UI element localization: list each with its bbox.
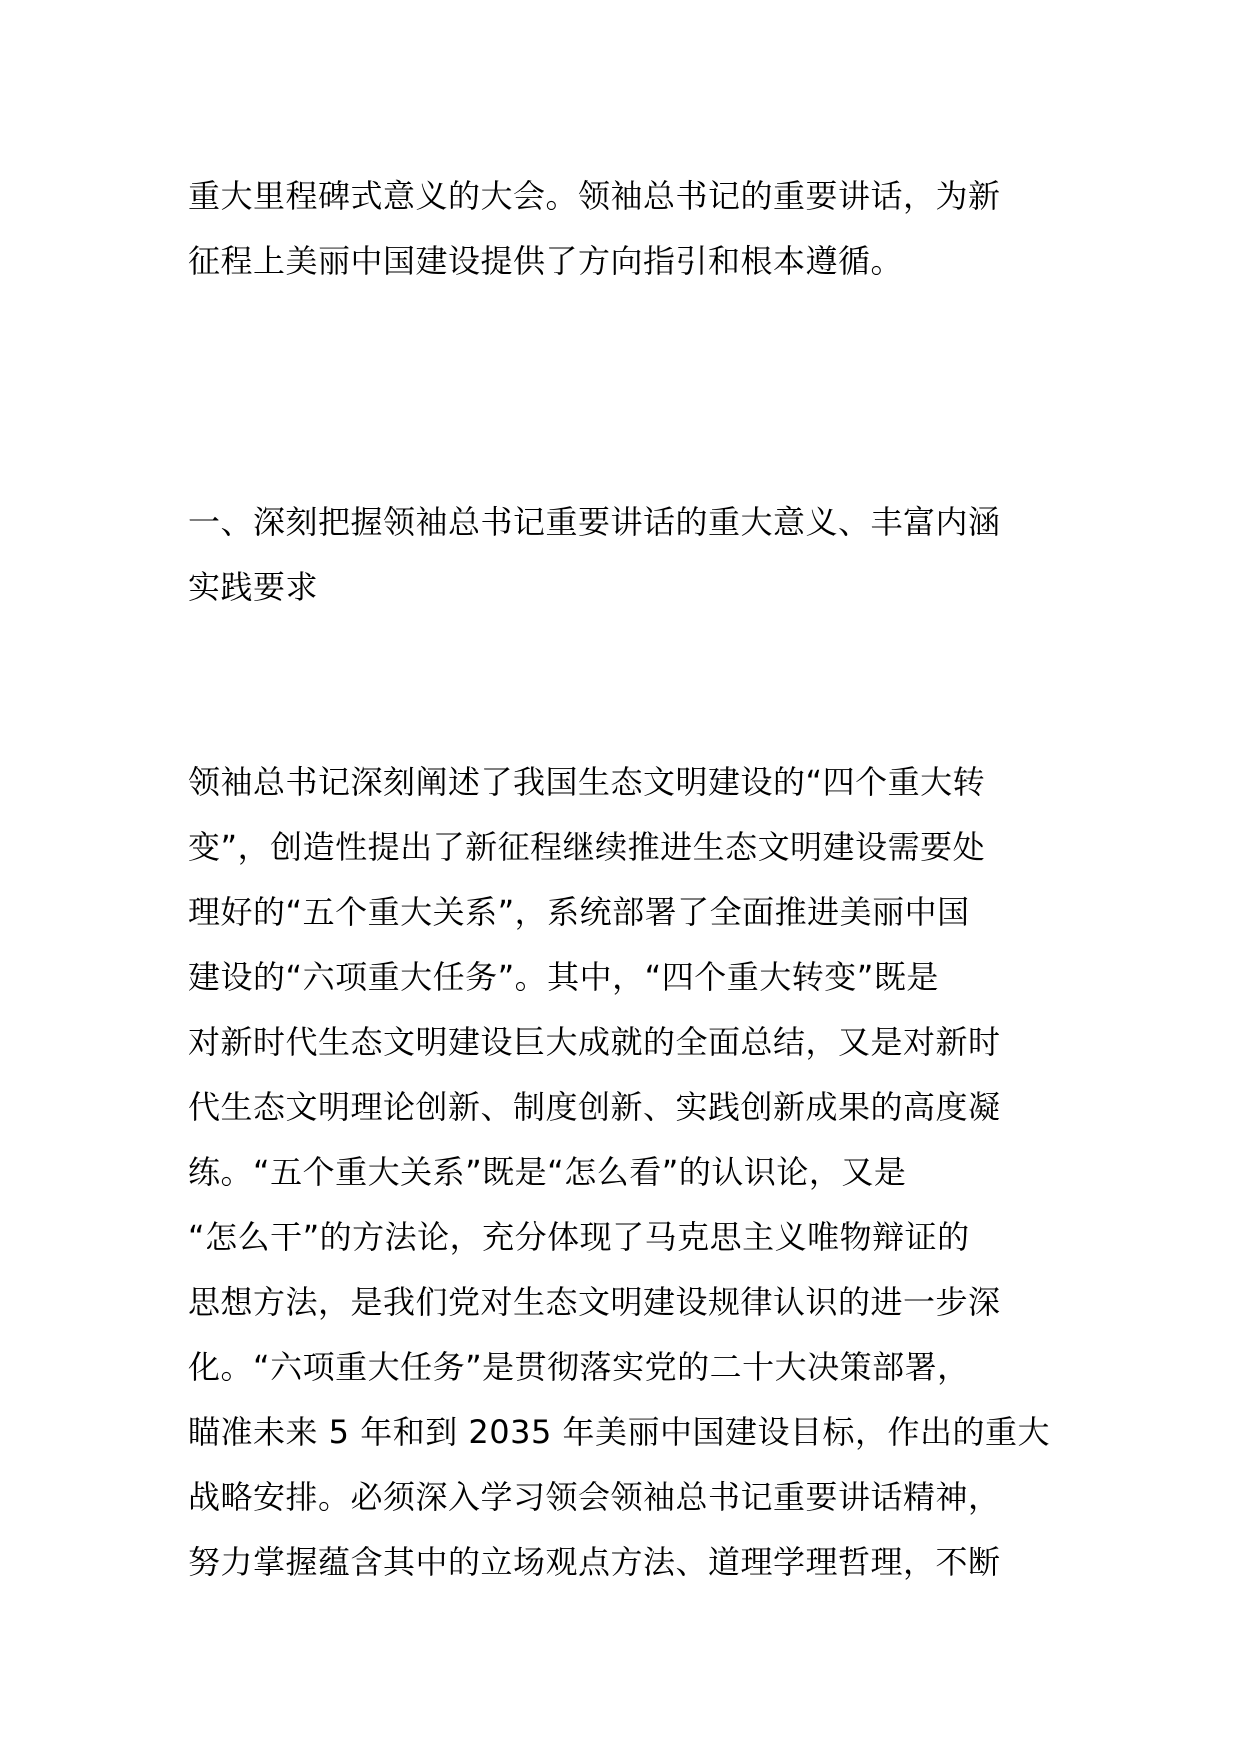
section-heading: 一、深刻把握领袖总书记重要讲话的重大意义、丰富内涵 实践要求 [188, 503, 1001, 606]
intro-paragraph: 重大里程碑式意义的大会。领袖总书记的重要讲话，为新 征程上美丽中国建设提供了方向指引和根本遵循。 [188, 177, 1001, 280]
body-paragraph: 领袖总书记深刻阐述了我国生态文明建设的“四个重大转 变”，创造性提出了新征程继续推进生态文明建设需要处 理好的“五个重大关系”，系统部署了全面推进美丽中国 建设的“六项重大任务”。其中，“四个重大转变”既是 对新时代生态文明建设巨大成就的全面总结，又是对新时 代生态文明理论创新、制度创新、实践创新成果的高度凝 练。“五个重大关系”既是“怎么看”的认识论，又是 “怎么干”的方法论，充分体现了马克思主义唯物辩证的 思想方法，是我们党对生态文明建设规律认识的进一步深 化。“六项重大任务”是贯彻落实党的二十大决策部署， 瞄准未来 5 年和到 2035 年美丽中国建设目标，作出的重大 战略安排。必须深入学习领会领袖总书记重要讲话精神， 努力掌握蕴含其中的立场观点方法、道理学理哲理，不断 [188, 763, 1050, 1581]
